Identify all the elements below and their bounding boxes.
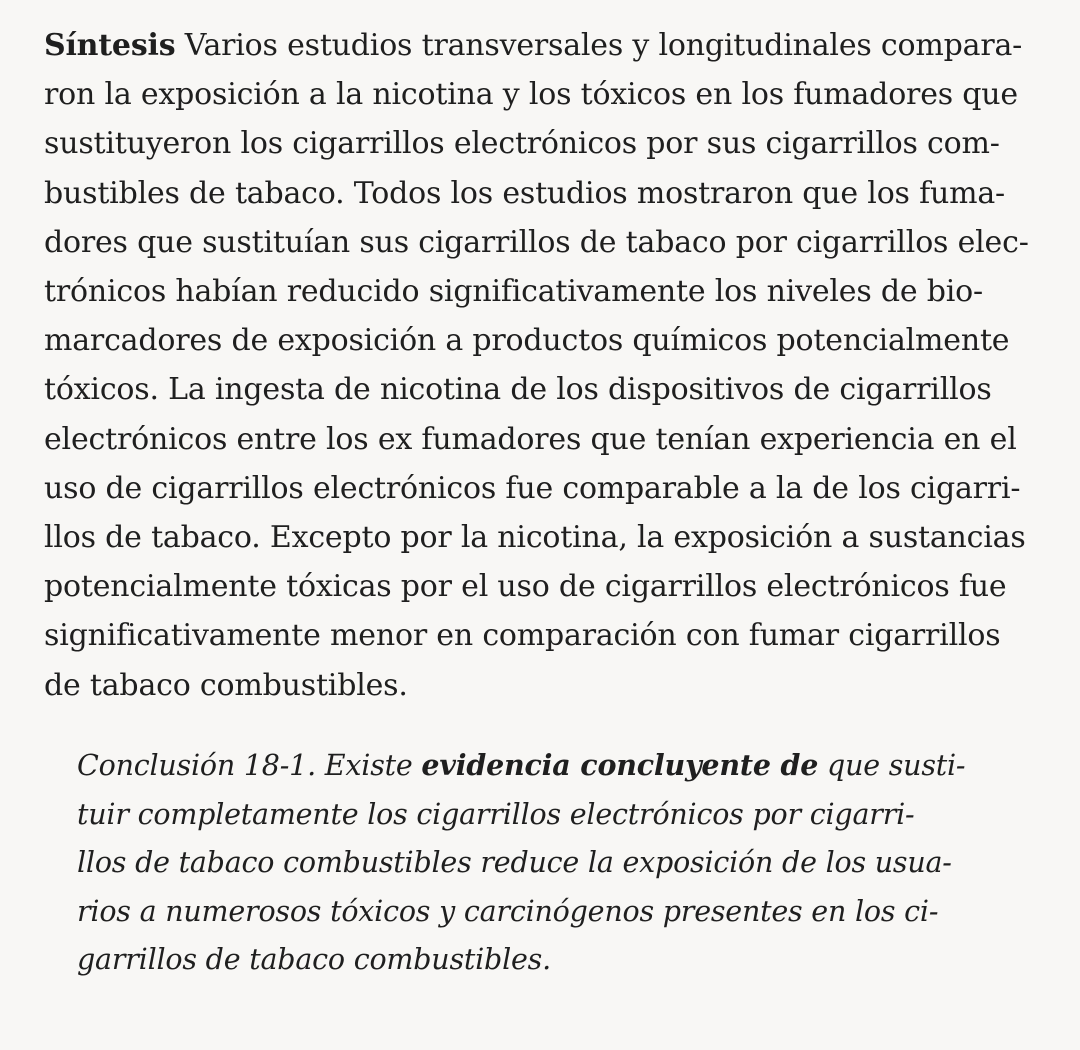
conclusion-suffix: que susti- — [818, 749, 966, 782]
conclusion-emphasis: evidencia concluyente de — [421, 748, 819, 782]
synthesis-line: ron la exposición a la nicotina y los tóxicos en los fumadores que — [44, 77, 1018, 113]
synthesis-line: bustibles de tabaco. Todos los estudios mostraron que los fuma- — [44, 175, 1005, 211]
synthesis-line: de tabaco combustibles. — [44, 667, 408, 703]
synthesis-line: tóxicos. La ingesta de nicotina de los dispositivos de cigarrillos — [44, 372, 992, 408]
synthesis-heading: Síntesis — [44, 28, 176, 63]
conclusion-line: tuir completamente los cigarrillos electrónicos por cigarri- — [77, 797, 915, 831]
synthesis-line: sustituyeron los cigarrillos electrónicos por sus cigarrillos com- — [44, 126, 1000, 162]
synthesis-line — [44, 21, 1044, 70]
conclusion-line — [77, 741, 1037, 791]
synthesis-line: marcadores de exposición a productos químicos potencialmente — [44, 323, 1010, 359]
conclusion-line: llos de tabaco combustibles reduce la exposición de los usua- — [77, 846, 952, 879]
conclusion-prefix: Conclusión 18-1. Existe — [77, 749, 422, 782]
conclusion-block — [77, 741, 1037, 985]
synthesis-line: uso de cigarrillos electrónicos fue comparable a la de los cigarri- — [44, 470, 1021, 506]
synthesis-line: trónicos habían reducido significativamente los niveles de bio- — [44, 274, 983, 310]
synthesis-line: potencialmente tóxicas por el uso de cigarrillos electrónicos fue — [44, 569, 1007, 605]
synthesis-paragraph — [44, 21, 1044, 710]
synthesis-line: electrónicos entre los ex fumadores que tenían experiencia en el — [44, 421, 1017, 457]
conclusion-line: garrillos de tabaco combustibles. — [77, 943, 551, 976]
synthesis-line: llos de tabaco. Excepto por la nicotina, la exposición a sustancias — [44, 520, 1026, 556]
synthesis-line-text: Varios estudios transversales y longitudinales compara- — [175, 28, 1023, 63]
synthesis-line: dores que sustituían sus cigarrillos de tabaco por cigarrillos elec- — [44, 224, 1029, 260]
synthesis-line: significativamente menor en comparación con fumar cigarrillos — [44, 618, 1001, 654]
conclusion-line: rios a numerosos tóxicos y carcinógenos presentes en los ci- — [77, 894, 939, 928]
